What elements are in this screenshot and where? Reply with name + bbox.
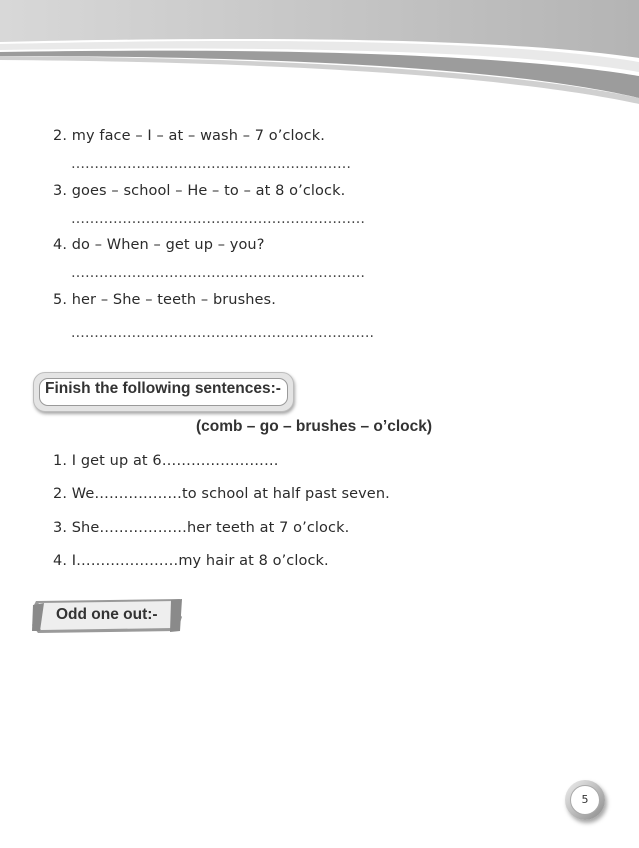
finish-sentences-heading: Finish the following sentences:- — [45, 380, 281, 397]
reorder-item-4: 4. do – When – get up – you? — [53, 237, 265, 253]
answer-line-3[interactable]: ……………………………………………………… — [71, 211, 365, 227]
page-number: 5 — [570, 785, 600, 815]
answer-line-2[interactable]: …………………………………………………… — [71, 156, 351, 172]
sentence-item-3: 3. She………………her teeth at 7 o’clock. — [53, 520, 350, 536]
sentence-item-2: 2. We………………to school at half past seven. — [53, 486, 390, 502]
page-number-badge — [565, 780, 605, 820]
reorder-item-2: 2. my face – I – at – wash – 7 o’clock. — [53, 128, 325, 144]
answer-line-4[interactable]: ……………………………………………………… — [71, 265, 365, 281]
sentence-item-4: 4. I…………………my hair at 8 o’clock. — [53, 553, 329, 569]
reorder-item-5: 5. her – She – teeth – brushes. — [53, 292, 276, 308]
odd-one-out-heading: Odd one out:- — [56, 606, 158, 623]
answer-line-5[interactable]: .………………………………………………………. — [71, 325, 374, 341]
word-bank: (comb – go – brushes – o’clock) — [196, 418, 433, 435]
header-swoosh-decoration — [0, 0, 639, 110]
reorder-item-3: 3. goes – school – He – to – at 8 o’clock. — [53, 183, 346, 199]
finish-sentences-heading-box — [33, 372, 294, 412]
sentence-item-1: 1. I get up at 6…………………… — [53, 453, 279, 469]
